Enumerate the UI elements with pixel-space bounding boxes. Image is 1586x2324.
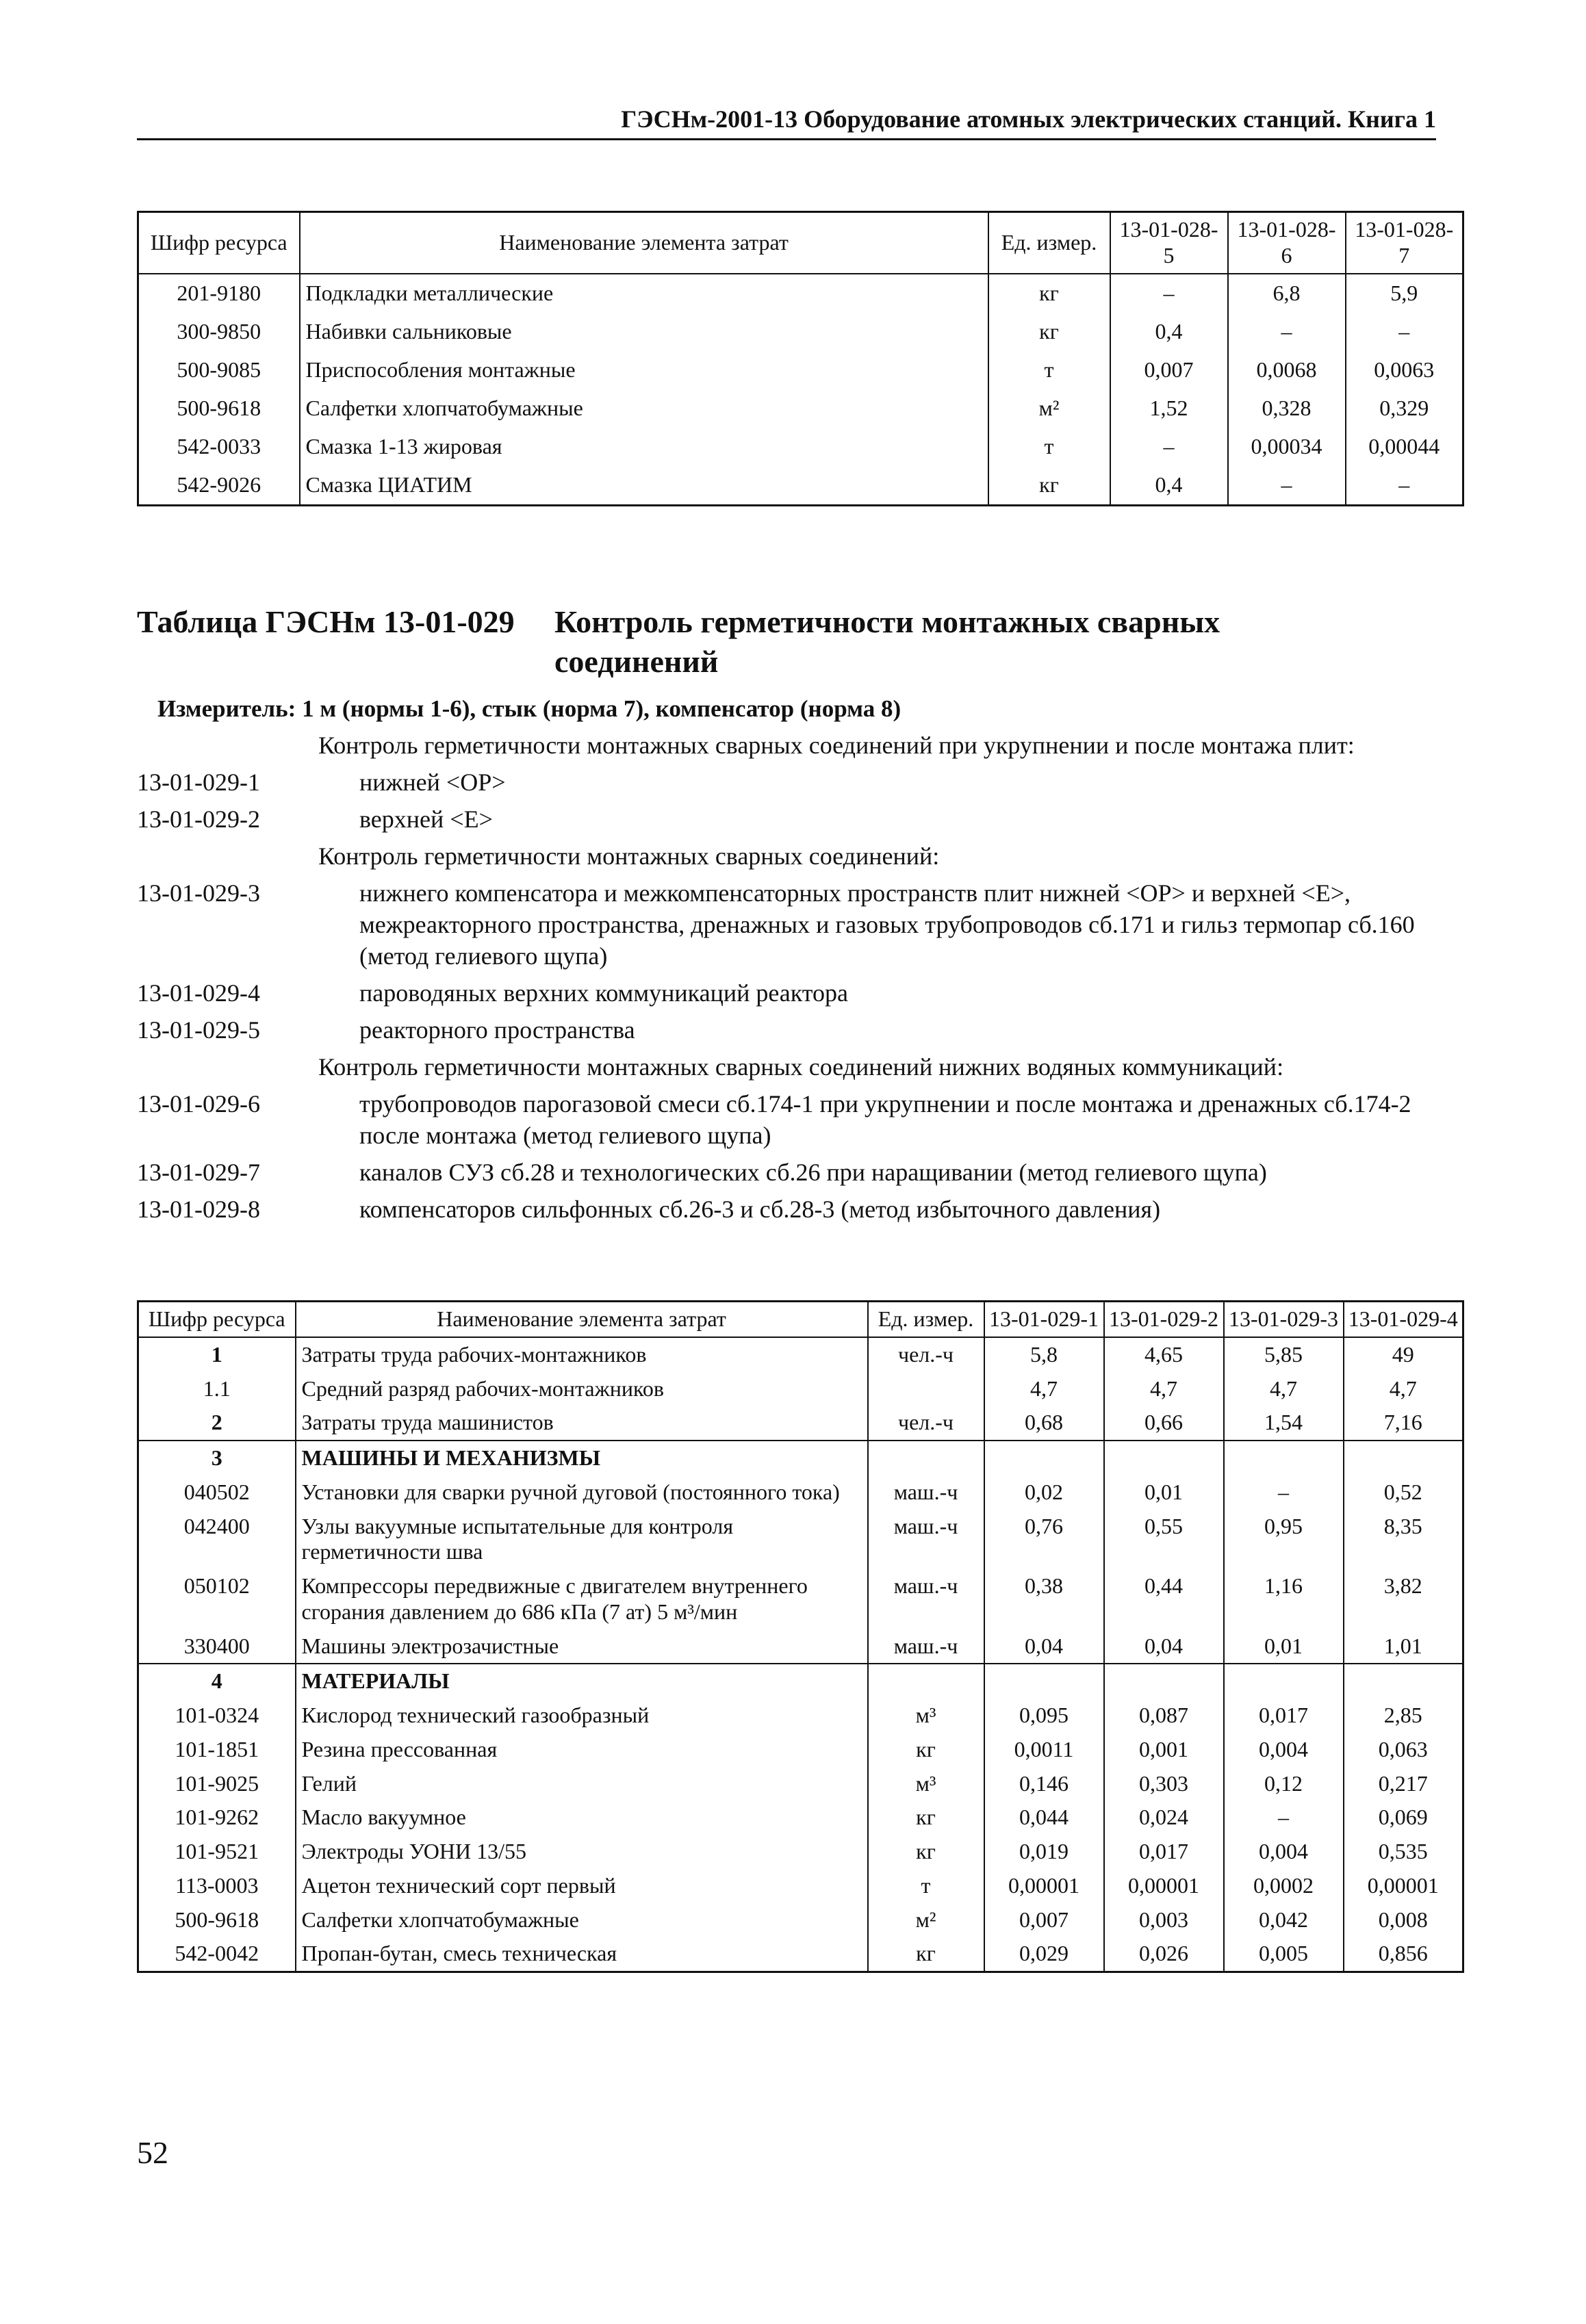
col-header-unit: Ед. измер.: [988, 212, 1110, 274]
cell-unit: кг: [868, 1937, 984, 1972]
table-title-lead: Таблица ГЭСНм 13-01-029: [137, 604, 515, 639]
cell-code: 330400: [138, 1629, 296, 1664]
cell-unit: [868, 1372, 984, 1406]
cell-name: Подкладки металлические: [300, 274, 988, 313]
cell-value: 0,44: [1104, 1569, 1224, 1629]
cell-value: 0,029: [984, 1937, 1104, 1972]
cell-name: Гелий: [296, 1767, 868, 1801]
col-header-norm: 13-01-028-5: [1110, 212, 1228, 274]
cell-code: 050102: [138, 1569, 296, 1629]
table-row: [138, 1699, 1463, 1733]
cell-value: 0,856: [1344, 1937, 1463, 1972]
cell-unit: м²: [988, 389, 1110, 428]
page-number: 52: [137, 2135, 168, 2170]
resource-table-028: [137, 211, 1464, 506]
cell-value: 0,38: [984, 1569, 1104, 1629]
cell-value: –: [1228, 313, 1346, 351]
cell-value: 1,16: [1224, 1569, 1344, 1629]
cell-unit: м³: [868, 1699, 984, 1733]
norm-item: [137, 1157, 1437, 1188]
table-row: [138, 1664, 1463, 1699]
norm-item: [137, 803, 1437, 835]
cell-value: 0,042: [1224, 1903, 1344, 1937]
cell-value: 0,04: [984, 1629, 1104, 1664]
norm-text: нижней <ОР>: [359, 769, 506, 796]
cell-unit: кг: [868, 1835, 984, 1869]
cell-value: 0,00001: [984, 1869, 1104, 1903]
cell-value: 0,4: [1110, 313, 1228, 351]
norm-text: реакторного пространства: [359, 1016, 635, 1044]
cell-value: –: [1224, 1800, 1344, 1835]
cell-code: 542-0042: [138, 1937, 296, 1972]
cell-code: 201-9180: [138, 274, 300, 313]
cell-value: [984, 1441, 1104, 1475]
norm-group-heading: Контроль герметичности монтажных сварных соединений нижних водяных коммуникаций:: [318, 1053, 1284, 1081]
norm-text: верхней <Е>: [359, 805, 493, 833]
cell-unit: [868, 1441, 984, 1475]
cell-unit: кг: [988, 313, 1110, 351]
table-row: [138, 274, 1463, 313]
cell-value: 0,007: [984, 1903, 1104, 1937]
cell-name: Смазка 1-13 жировая: [300, 428, 988, 466]
norm-item: [137, 977, 1437, 1009]
cell-value: 0,017: [1104, 1835, 1224, 1869]
cell-value: –: [1110, 274, 1228, 313]
cell-unit: кг: [988, 466, 1110, 506]
norm-item: [137, 1193, 1437, 1225]
norm-group-heading: Контроль герметичности монтажных сварных соединений:: [318, 842, 940, 870]
table-row: [138, 1733, 1463, 1767]
cell-code: 101-9521: [138, 1835, 296, 1869]
col-header-norm: 13-01-028-6: [1228, 212, 1346, 274]
cell-name: Салфетки хлопчатобумажные: [300, 389, 988, 428]
cell-value: 49: [1344, 1337, 1463, 1372]
cell-name: Масло вакуумное: [296, 1800, 868, 1835]
table-row: [138, 1510, 1463, 1570]
cell-value: 0,004: [1224, 1733, 1344, 1767]
cell-value: 0,535: [1344, 1835, 1463, 1869]
norm-code: 13-01-029-7: [137, 1159, 260, 1186]
cell-value: 4,7: [1104, 1372, 1224, 1406]
table-row: [138, 1869, 1463, 1903]
cell-code: 1: [138, 1337, 296, 1372]
norm-text: трубопроводов парогазовой смеси сб.174-1 при укрупнении и после монтажа и дренажных сб.174-2 после монтажа (метод гелиевого щупа): [359, 1090, 1411, 1149]
cell-unit: м³: [868, 1767, 984, 1801]
cell-code: 101-9262: [138, 1800, 296, 1835]
cell-unit: маш.-ч: [868, 1475, 984, 1510]
col-header-norm: 13-01-029-4: [1344, 1302, 1463, 1337]
cell-value: 5,9: [1346, 274, 1463, 313]
cell-unit: кг: [868, 1800, 984, 1835]
norm-code: 13-01-029-1: [137, 769, 260, 796]
cell-value: 0,0063: [1346, 351, 1463, 389]
cell-name: Смазка ЦИАТИМ: [300, 466, 988, 506]
cell-value: 0,01: [1104, 1475, 1224, 1510]
cell-value: 3,82: [1344, 1569, 1463, 1629]
cell-value: 0,04: [1104, 1629, 1224, 1664]
table-row: [138, 428, 1463, 466]
col-header-unit: Ед. измер.: [868, 1302, 984, 1337]
cell-value: 0,68: [984, 1406, 1104, 1441]
norm-item: [137, 1014, 1437, 1046]
cell-name: Компрессоры передвижные с двигателем внутреннего сгорания давлением до 686 кПа (7 ат) 5 м³/мин: [296, 1569, 868, 1629]
running-header: [137, 103, 1436, 140]
cell-value: 0,0011: [984, 1733, 1104, 1767]
cell-value: 0,12: [1224, 1767, 1344, 1801]
norm-text: каналов СУЗ сб.28 и технологических сб.26 при наращивании (метод гелиевого щупа): [359, 1159, 1267, 1186]
cell-code: 2: [138, 1406, 296, 1441]
cell-code: 101-1851: [138, 1733, 296, 1767]
cell-name: Пропан-бутан, смесь техническая: [296, 1937, 868, 1972]
cell-name: МАШИНЫ И МЕХАНИЗМЫ: [296, 1441, 868, 1475]
cell-value: 0,329: [1346, 389, 1463, 428]
cell-value: 4,7: [1344, 1372, 1463, 1406]
cell-name: Установки для сварки ручной дуговой (постоянного тока): [296, 1475, 868, 1510]
measure-line: Измеритель: 1 м (нормы 1-6), стык (норма 7), компенсатор (норма 8): [157, 695, 901, 722]
table-row: [138, 1767, 1463, 1801]
cell-value: 0,02: [984, 1475, 1104, 1510]
cell-value: 0,303: [1104, 1767, 1224, 1801]
cell-code: 500-9618: [138, 389, 300, 428]
cell-value: 0,00001: [1104, 1869, 1224, 1903]
cell-value: 0,328: [1228, 389, 1346, 428]
cell-value: 0,005: [1224, 1937, 1344, 1972]
cell-value: 0,007: [1110, 351, 1228, 389]
cell-code: 042400: [138, 1510, 296, 1570]
cell-value: 0,003: [1104, 1903, 1224, 1937]
cell-code: 542-0033: [138, 428, 300, 466]
cell-name: Затраты труда рабочих-монтажников: [296, 1337, 868, 1372]
norm-code: 13-01-029-2: [137, 805, 260, 833]
cell-code: 500-9618: [138, 1903, 296, 1937]
cell-code: 4: [138, 1664, 296, 1699]
cell-value: [1104, 1664, 1224, 1699]
col-header-name: Наименование элемента затрат: [300, 212, 988, 274]
cell-unit: т: [868, 1869, 984, 1903]
cell-value: [1224, 1441, 1344, 1475]
norm-text: компенсаторов сильфонных сб.26-3 и сб.28-3 (метод избыточного давления): [359, 1196, 1161, 1223]
cell-value: 0,0002: [1224, 1869, 1344, 1903]
cell-value: –: [1110, 428, 1228, 466]
cell-value: 0,95: [1224, 1510, 1344, 1570]
cell-value: 5,8: [984, 1337, 1104, 1372]
cell-value: 0,017: [1224, 1699, 1344, 1733]
cell-value: 0,095: [984, 1699, 1104, 1733]
table-row: [138, 1569, 1463, 1629]
table-header-row: [138, 1302, 1463, 1337]
cell-name: Салфетки хлопчатобумажные: [296, 1903, 868, 1937]
cell-value: 0,00034: [1228, 428, 1346, 466]
cell-code: 500-9085: [138, 351, 300, 389]
cell-value: –: [1228, 466, 1346, 506]
cell-value: –: [1224, 1475, 1344, 1510]
norms-list: [137, 730, 1437, 1230]
norm-code: 13-01-029-4: [137, 979, 260, 1007]
norm-group-heading: Контроль герметичности монтажных сварных соединений при укрупнении и после монтажа плит:: [318, 732, 1355, 759]
norm-code: 13-01-029-8: [137, 1196, 260, 1223]
table-title: [137, 602, 1314, 682]
cell-unit: маш.-ч: [868, 1569, 984, 1629]
cell-value: 1,52: [1110, 389, 1228, 428]
col-header-norm: 13-01-028-7: [1346, 212, 1463, 274]
col-header-code: Шифр ресурса: [138, 212, 300, 274]
cell-value: 0,069: [1344, 1800, 1463, 1835]
cell-value: 0,0068: [1228, 351, 1346, 389]
cell-value: 5,85: [1224, 1337, 1344, 1372]
col-header-code: Шифр ресурса: [138, 1302, 296, 1337]
col-header-norm: 13-01-029-1: [984, 1302, 1104, 1337]
cell-value: [1104, 1441, 1224, 1475]
cell-name: Электроды УОНИ 13/55: [296, 1835, 868, 1869]
cell-value: 0,4: [1110, 466, 1228, 506]
cell-value: 0,044: [984, 1800, 1104, 1835]
cell-value: [1224, 1664, 1344, 1699]
cell-code: 1.1: [138, 1372, 296, 1406]
cell-value: 4,7: [984, 1372, 1104, 1406]
table-row: [138, 466, 1463, 506]
table-row: [138, 1629, 1463, 1664]
cell-value: –: [1346, 466, 1463, 506]
cell-value: 0,217: [1344, 1767, 1463, 1801]
table-title-rest: Контроль герметичности монтажных сварных: [554, 604, 1220, 639]
norm-item: [137, 766, 1437, 798]
table-row: [138, 313, 1463, 351]
cell-value: 0,55: [1104, 1510, 1224, 1570]
cell-name: Узлы вакуумные испытательные для контроля герметичности шва: [296, 1510, 868, 1570]
cell-code: 113-0003: [138, 1869, 296, 1903]
table-title-cont: соединений: [554, 644, 719, 679]
table-row: [138, 389, 1463, 428]
cell-value: 0,00044: [1346, 428, 1463, 466]
cell-value: 0,66: [1104, 1406, 1224, 1441]
cell-code: 040502: [138, 1475, 296, 1510]
cell-code: 542-9026: [138, 466, 300, 506]
cell-value: 4,7: [1224, 1372, 1344, 1406]
cell-unit: чел.-ч: [868, 1337, 984, 1372]
cell-value: 2,85: [1344, 1699, 1463, 1733]
norm-text: пароводяных верхних коммуникаций реактора: [359, 979, 849, 1007]
cell-name: Резина прессованная: [296, 1733, 868, 1767]
col-header-norm: 13-01-029-3: [1224, 1302, 1344, 1337]
cell-value: 0,004: [1224, 1835, 1344, 1869]
cell-value: 4,65: [1104, 1337, 1224, 1372]
col-header-norm: 13-01-029-2: [1104, 1302, 1224, 1337]
cell-value: 1,54: [1224, 1406, 1344, 1441]
table-row: [138, 1800, 1463, 1835]
cell-code: 300-9850: [138, 313, 300, 351]
cell-value: 0,52: [1344, 1475, 1463, 1510]
cell-unit: [868, 1664, 984, 1699]
running-title: ГЭСНм-2001-13 Оборудование атомных электрических станций. Книга 1: [621, 105, 1436, 133]
cell-unit: маш.-ч: [868, 1510, 984, 1570]
cell-unit: т: [988, 351, 1110, 389]
cell-value: 7,16: [1344, 1406, 1463, 1441]
cell-name: Средний разряд рабочих-монтажников: [296, 1372, 868, 1406]
cell-value: 6,8: [1228, 274, 1346, 313]
table-row: [138, 1372, 1463, 1406]
cell-name: Затраты труда машинистов: [296, 1406, 868, 1441]
norm-item: [137, 877, 1437, 972]
cell-value: 0,146: [984, 1767, 1104, 1801]
cell-value: 8,35: [1344, 1510, 1463, 1570]
cell-value: 0,01: [1224, 1629, 1344, 1664]
norm-code: 13-01-029-5: [137, 1016, 260, 1044]
cell-unit: кг: [868, 1733, 984, 1767]
cell-unit: т: [988, 428, 1110, 466]
table-row: [138, 1337, 1463, 1372]
cell-unit: кг: [988, 274, 1110, 313]
cell-name: Набивки сальниковые: [300, 313, 988, 351]
cell-value: [984, 1664, 1104, 1699]
table-row: [138, 1406, 1463, 1441]
cell-code: 101-9025: [138, 1767, 296, 1801]
cell-value: 0,063: [1344, 1733, 1463, 1767]
cell-value: [1344, 1441, 1463, 1475]
table-row: [138, 1937, 1463, 1972]
cell-value: 0,001: [1104, 1733, 1224, 1767]
cell-value: 0,76: [984, 1510, 1104, 1570]
cell-name: Кислород технический газообразный: [296, 1699, 868, 1733]
cell-name: Машины электрозачистные: [296, 1629, 868, 1664]
table-row: [138, 1903, 1463, 1937]
cell-value: 1,01: [1344, 1629, 1463, 1664]
cell-unit: маш.-ч: [868, 1629, 984, 1664]
table-row: [138, 1835, 1463, 1869]
table-row: [138, 1441, 1463, 1475]
cell-value: 0,024: [1104, 1800, 1224, 1835]
table-row: [138, 351, 1463, 389]
resource-table-029: [137, 1300, 1464, 1973]
cell-value: [1344, 1664, 1463, 1699]
norm-text: нижнего компенсатора и межкомпенсаторных пространств плит нижней <ОР> и верхней <Е>, межреакторного пространства, дренажных и газовых трубопроводов сб.171 и гильз термопар сб.160 (метод гелиевого щупа): [359, 879, 1415, 970]
cell-code: 101-0324: [138, 1699, 296, 1733]
norm-item: [137, 1088, 1437, 1151]
table-header-row: [138, 212, 1463, 274]
table-row: [138, 1475, 1463, 1510]
cell-name: МАТЕРИАЛЫ: [296, 1664, 868, 1699]
cell-value: 0,00001: [1344, 1869, 1463, 1903]
cell-name: Приспособления монтажные: [300, 351, 988, 389]
norm-code: 13-01-029-3: [137, 879, 260, 907]
cell-value: 0,008: [1344, 1903, 1463, 1937]
cell-name: Ацетон технический сорт первый: [296, 1869, 868, 1903]
cell-value: 0,026: [1104, 1937, 1224, 1972]
cell-unit: чел.-ч: [868, 1406, 984, 1441]
col-header-name: Наименование элемента затрат: [296, 1302, 868, 1337]
cell-unit: м²: [868, 1903, 984, 1937]
cell-value: 0,019: [984, 1835, 1104, 1869]
cell-value: 0,087: [1104, 1699, 1224, 1733]
norm-code: 13-01-029-6: [137, 1090, 260, 1118]
cell-value: –: [1346, 313, 1463, 351]
cell-code: 3: [138, 1441, 296, 1475]
